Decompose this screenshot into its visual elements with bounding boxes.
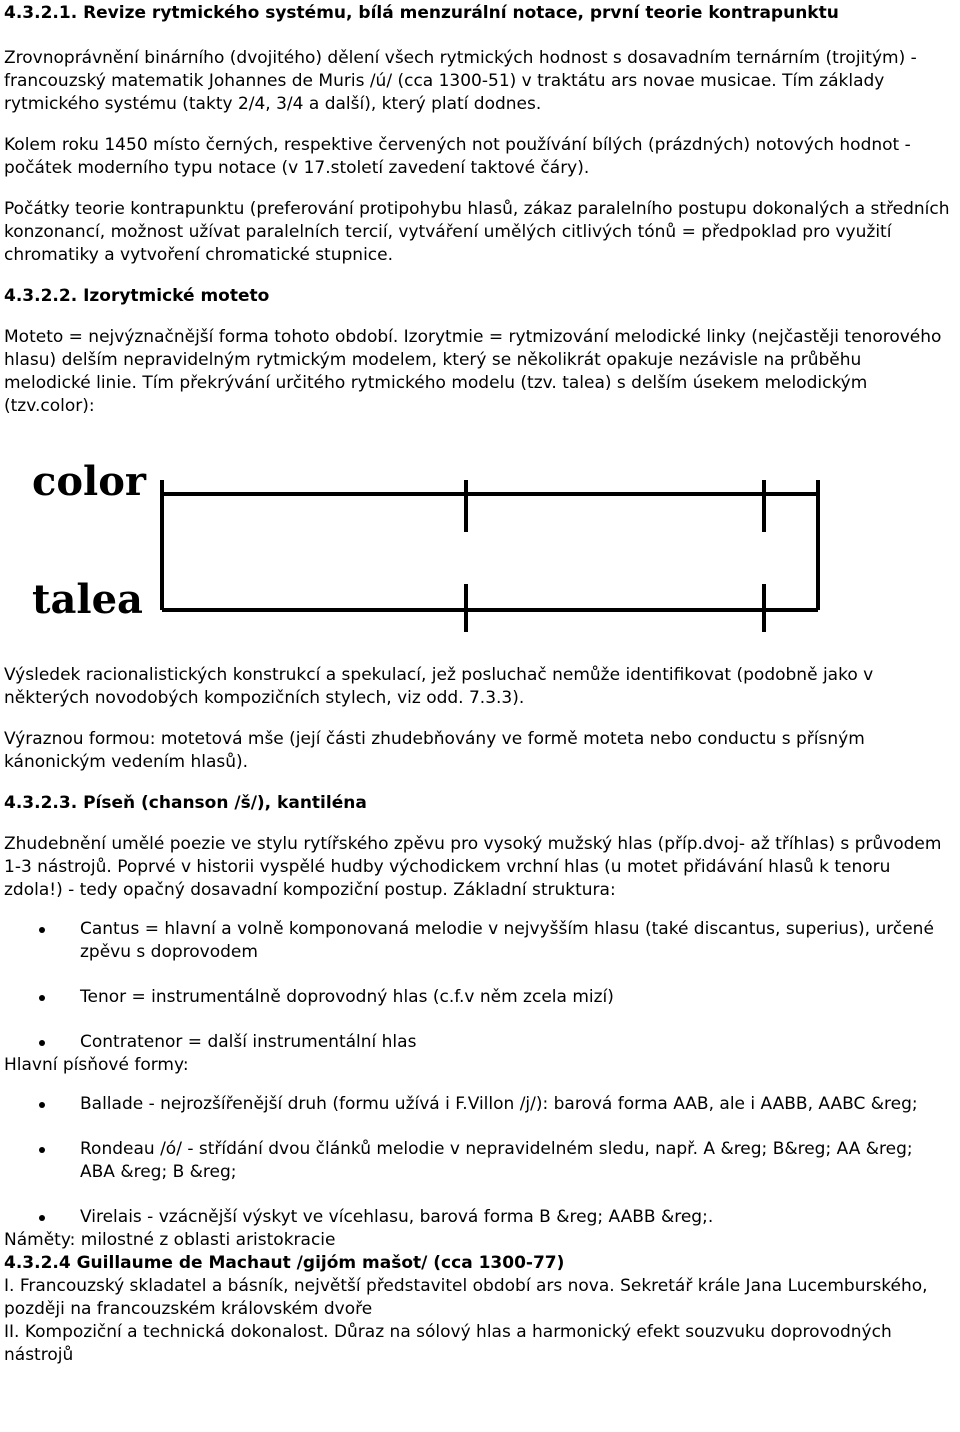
talea-label: talea [32, 576, 143, 623]
paragraph-motet-mass: Výraznou formou: motetová mše (její části zhudebňovány ve formě moteta nebo conductu s přísným kánonickým vedením hlasů). [4, 729, 865, 772]
list-item: Virelais - vzácnější výskyt ve vícehlasu, barová forma B &reg; AABB &reg;. [4, 1206, 950, 1229]
paragraph-machaut-1: I. Francouzský skladatel a básník, největší představitel období ars nova. Sekretář krále Jana Lucemburského, později na francouzském královském dvoře [4, 1276, 928, 1319]
paragraph-binary-division: Zrovnoprávnění binárního (dvojitého) dělení všech rytmických hodnost s dosavadním ternárním (trojitým) - francouzský matematik Johannes de Muris /ú/ (cca 1300-51) v traktátu ars novae musicae. Tím základy rytmického systému (takty 2/4, 3/4 a další), který platí dodnes. [4, 48, 917, 114]
list-item: Rondeau /ó/ - střídání dvou článků melodie v nepravidelném sledu, např. A &reg; B&reg; AA &reg; ABA &reg; B &reg; [4, 1138, 950, 1184]
section-heading-isorhythmic: 4.3.2.2. Izorytmické moteto [4, 286, 270, 306]
themes-line: Náměty: milostné z oblasti aristokracie [4, 1230, 336, 1250]
structure-list [4, 918, 950, 1054]
forms-list [4, 1093, 950, 1229]
list-item: Cantus = hlavní a volně komponovaná melodie v nejvyšším hlasu (také discantus, superius), určené zpěvu s doprovodem [4, 918, 950, 964]
paragraph-motet: Moteto = nejvýznačnější forma tohoto období. Izorytmie = rytmizování melodické linky (nejčastěji tenorového hlasu) delším nepravidelným rytmickým modelem, který se několikrát opakuje nezávisle na průběhu melodické linie. Tím překrývání určitého rytmického modelu (tzv. talea) s delším úsekem melodickým (tzv.color): [4, 327, 942, 416]
list-item: Contratenor = další instrumentální hlas [4, 1031, 950, 1054]
list-item: Ballade - nejrozšířenější druh (formu užívá i F.Villon /j/): barová forma AAB, ale i AABB, AABC &reg; [4, 1093, 950, 1116]
paragraph-machaut-2: II. Kompoziční a technická dokonalost. Důraz na sólový hlas a harmonický efekt souzvuku doprovodných nástrojů [4, 1322, 892, 1365]
color-talea-figure [4, 432, 950, 642]
section-heading-rhythm: 4.3.2.1. Revize rytmického systému, bílá menzurální notace, první teorie kontrapunktu [4, 3, 839, 23]
paragraph-chanson: Zhudebnění umělé poezie ve stylu rytířského zpěvu pro vysoký mužský hlas (příp.dvoj- až tříhlas) s průvodem 1-3 nástrojů. Poprvé v historii vyspělé hudby východickem vrchní hlas (u motet přidávání hlasů k tenoru zdola!) - tedy opačný dosavadní kompoziční postup. Základní struktura: [4, 834, 942, 900]
paragraph-result: Výsledek racionalistických konstrukcí a spekulací, jež posluchač nemůže identifikovat (podobně jako v některých novodobých kompozičních stylech, viz odd. 7.3.3). [4, 665, 874, 708]
color-label: color [32, 458, 146, 505]
forms-label: Hlavní písňové formy: [4, 1055, 189, 1075]
section-heading-chanson: 4.3.2.3. Píseň (chanson /š/), kantiléna [4, 793, 367, 813]
paragraph-counterpoint: Počátky teorie kontrapunktu (preferování protipohybu hlasů, zákaz paralelního postupu dokonalých a středních konzonancí, možnost užívat paralelních tercií, vytváření umělých citlivých tónů = předpoklad pro využití chromatiky a vytvoření chromatické stupnice. [4, 199, 950, 265]
section-heading-machaut: 4.3.2.4 Guillaume de Machaut /gijóm mašot/ (cca 1300-77) [4, 1253, 565, 1273]
list-item: Tenor = instrumentálně doprovodný hlas (c.f.v něm zcela mizí) [4, 986, 950, 1009]
paragraph-white-notation: Kolem roku 1450 místo černých, respektive červených not používání bílých (prázdných) notových hodnot - počátek moderního typu notace (v 17.století zavedení taktové čáry). [4, 135, 911, 178]
